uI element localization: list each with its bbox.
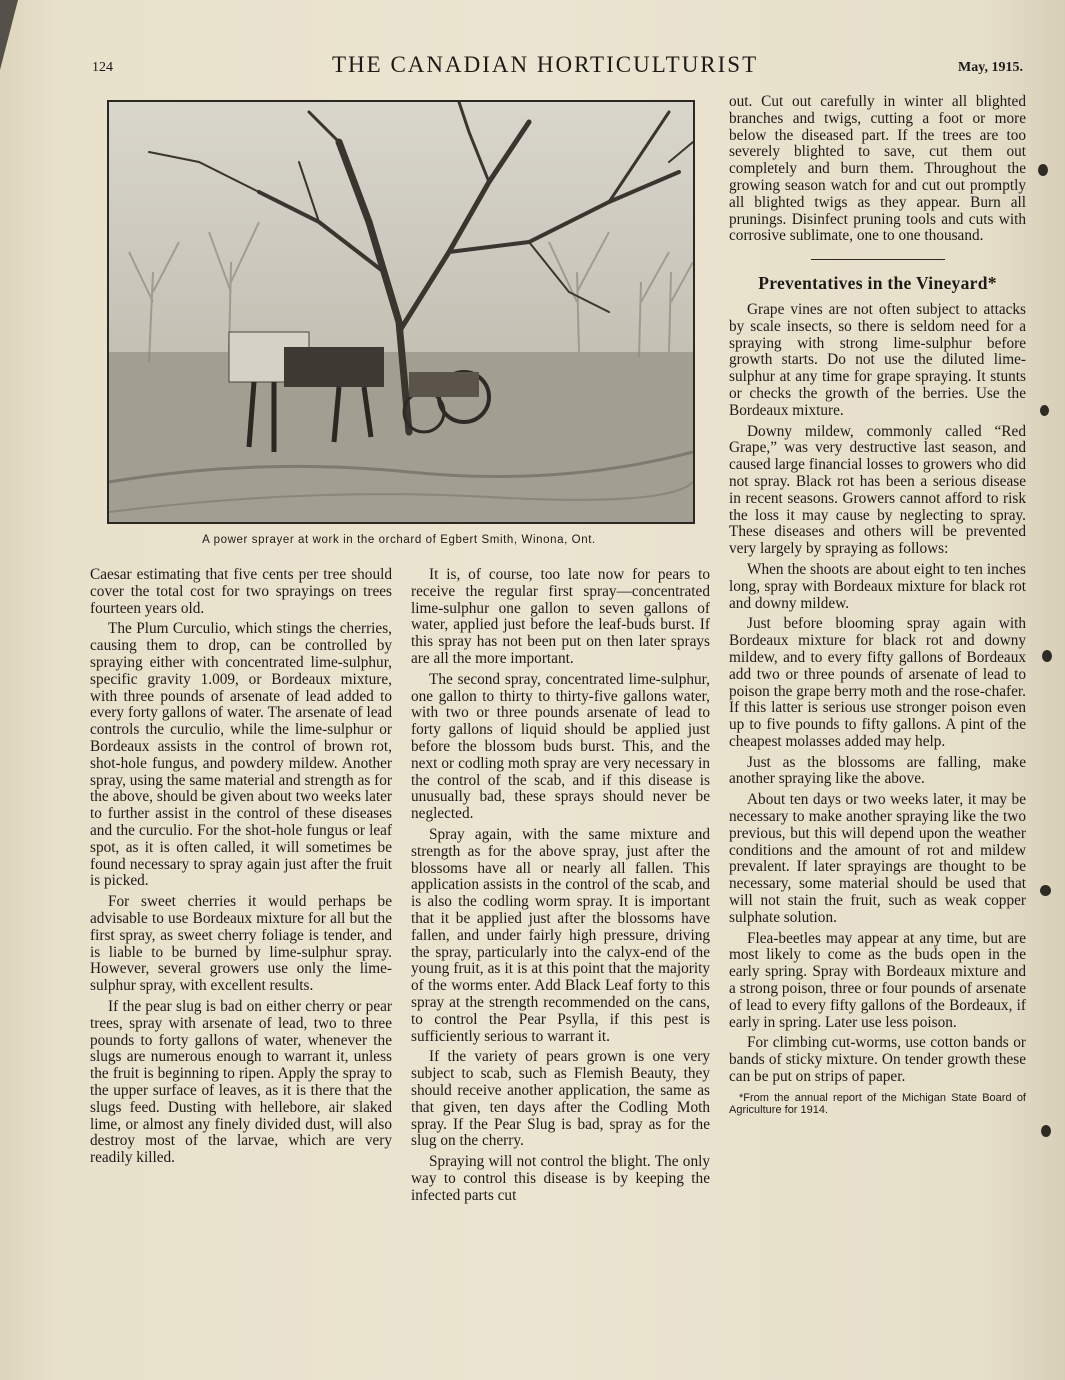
article-column-1 (90, 567, 392, 1171)
paragraph: The Plum Curculio, which stings the cherries, causing them to drop, can be controlled by spraying either with concentrated lime-sulphur, specific gravity 1.009, or Bordeaux mixture, with three pounds of arsenate of lead added to every forty gallons of water. The arsenate of lead controls the curculio, while the lime-sulphur or Bordeaux assists in the control of brown rot, shot-hole fungus, and powdery mildew. Another spray, using the same material and strength as for the above, should be given about two weeks later to further assist in the control of these diseases and the curculio. For the shot-hole fungus or leaf spot, as it is often called, it will sometimes be found necessary to spray again just after the fruit is picked. (90, 620, 392, 890)
paragraph: Grape vines are not often subject to attacks by scale insects, so there is seldom need for a spraying with strong lime-sulphur before growth starts. Do not use the diluted lime-sulphur at any time for grape spraying. It stunts or checks the growth of the berries. Use the Bordeaux mixture. (729, 300, 1026, 419)
paragraph: Spraying will not control the blight. The only way to control this disease is by keeping the infected parts cut (411, 1153, 710, 1204)
binding-hole (1040, 405, 1049, 416)
paragraph: Caesar estimating that five cents per tree should cover the total cost for two sprayings on trees fourteen years old. (90, 566, 392, 617)
article-column-2 (411, 567, 710, 1208)
orchard-photograph (107, 100, 695, 524)
photo-caption: A power sprayer at work in the orchard of Egbert Smith, Winona, Ont. (202, 534, 596, 546)
section-divider (811, 259, 945, 260)
binding-hole (1038, 164, 1048, 176)
paragraph: Spray again, with the same mixture and strength as for the above spray, just after the blossoms have all or nearly all fallen. This application assists in the control of the scab, and is also the codling worm spray. It is important that it be applied just after the blossoms have fallen, and under fairly high pressure, driving the spray, particularly into the calyx-end of the young fruit, as it is at this point that the majority of the worms enter. Add Black Leaf forty to this spray at the strength recommended on the cans, to control the Pear Psylla, if this pest is sufficiently serious to warrant it. (411, 825, 710, 1045)
paragraph: Flea-beetles may appear at any time, but are most likely to come as the buds open in the early spring. Spray with Bordeaux mixture and a strong poison, three or four pounds of arsenate of lead to every fifty gallons of the Bordeaux, if early in spring. Later use less poison. (729, 929, 1026, 1031)
binding-hole (1041, 1125, 1051, 1137)
paragraph: For sweet cherries it would perhaps be advisable to use Bordeaux mixture for all but the first spray, as sweet cherry foliage is tender, and is liable to be burned by lime-sulphur spray. However, several growers use only the lime-sulphur spray, with excellent results. (90, 893, 392, 995)
binding-hole (1040, 885, 1051, 896)
paragraph: The second spray, concentrated lime-sulphur, one gallon to thirty to thirty-five gallons water, with two or three pounds arsenate of lead to forty gallons of liquid should be applied just before the blossom buds burst. This, and the next or codling moth spray are very necessary in the control of the scab, and if this disease is unusually bad, these sprays should never be neglected. (411, 670, 710, 823)
footnote: *From the annual report of the Michigan State Board of Agriculture for 1914. (729, 1091, 1026, 1116)
article-column-3 (729, 94, 1026, 1116)
section-heading: Preventatives in the Vineyard* (758, 273, 997, 294)
paragraph: It is, of course, too late now for pears to receive the regular first spray—concentrated lime-sulphur one gallon to seven gallons of water, applied just before the leaf-buds burst. If this spray has not been put on then later sprays are all the more important. (411, 566, 710, 667)
continued-paragraph: out. Cut out carefully in winter all blighted branches and twigs, cutting a foot or more below the diseased part. If the trees are too severely blighted to save, cut them out completely and burn them. Throughout the growing season watch for and cut out promptly all blighted twigs as they appear. Burn all prunings. Disinfect pruning tools and cuts with corrosive sublimate, one to one thousand. (729, 93, 1026, 245)
paragraph: If the variety of pears grown is one very subject to scab, such as Flemish Beauty, they should receive another application, the same as that given, ten days after the Codling Moth spray. If the Pear Slug is bad, spray as for the slug on the cherry. (411, 1048, 710, 1150)
binding-hole (1042, 650, 1052, 662)
orchard-sprayer-image (109, 102, 693, 522)
paragraph: When the shoots are about eight to ten inches long, spray with Bordeaux mixture for black rot and downy mildew. (729, 560, 1026, 612)
paragraph: Downy mildew, commonly called “Red Grape,” was very destructive last season, and caused large financial losses to growers who did not spray. Black rot has been a serious disease in recent seasons. Growers cannot afford to risk the loss it may cause by neglecting to spray. These diseases and others will be prevented very largely by spraying as follows: (729, 422, 1026, 558)
issue-date: May, 1915. (958, 60, 1023, 75)
paragraph: About ten days or two weeks later, it may be necessary to make another spraying like the two previous, but this will depend upon the weather conditions and the amount of rot and mildew prevalent. If later sprayings are thought to be necessary, some material should be used that will not stain the fruit, such as weak copper sulphate solution. (729, 791, 1026, 926)
page-header (0, 52, 1065, 82)
paragraph: Just before blooming spray again with Bordeaux mixture for black rot and downy mildew, and to every fifty gallons of Bordeaux add two or three pounds of arsenate of lead to poison the grape berry moth and the rose-chafer. If this latter is serious use stronger poison even up to five pounds to fifty gallons. A pint of the cheapest molasses added may help. (729, 615, 1026, 750)
paragraph: For climbing cut-worms, use cotton bands or bands of sticky mixture. On tender growth these can be put on strips of paper. (729, 1034, 1026, 1086)
publication-title: THE CANADIAN HORTICULTURIST (332, 52, 759, 77)
page-number: 124 (92, 60, 113, 75)
paragraph: If the pear slug is bad on either cherry or pear trees, spray with arsenate of lead, two to three pounds to forty gallons of water, whenever the slugs are numerous enough to warrant it, unless the fruit is beginning to ripen. Apply the spray to the upper surface of leaves, as it is there that the slugs feed. Dusting with hellebore, air slaked lime, or almost any finely divided dust, will also destroy most of the larvae, which are very readily killed. (90, 997, 392, 1167)
paragraph: Just as the blossoms are falling, make another spraying like the above. (729, 753, 1026, 788)
